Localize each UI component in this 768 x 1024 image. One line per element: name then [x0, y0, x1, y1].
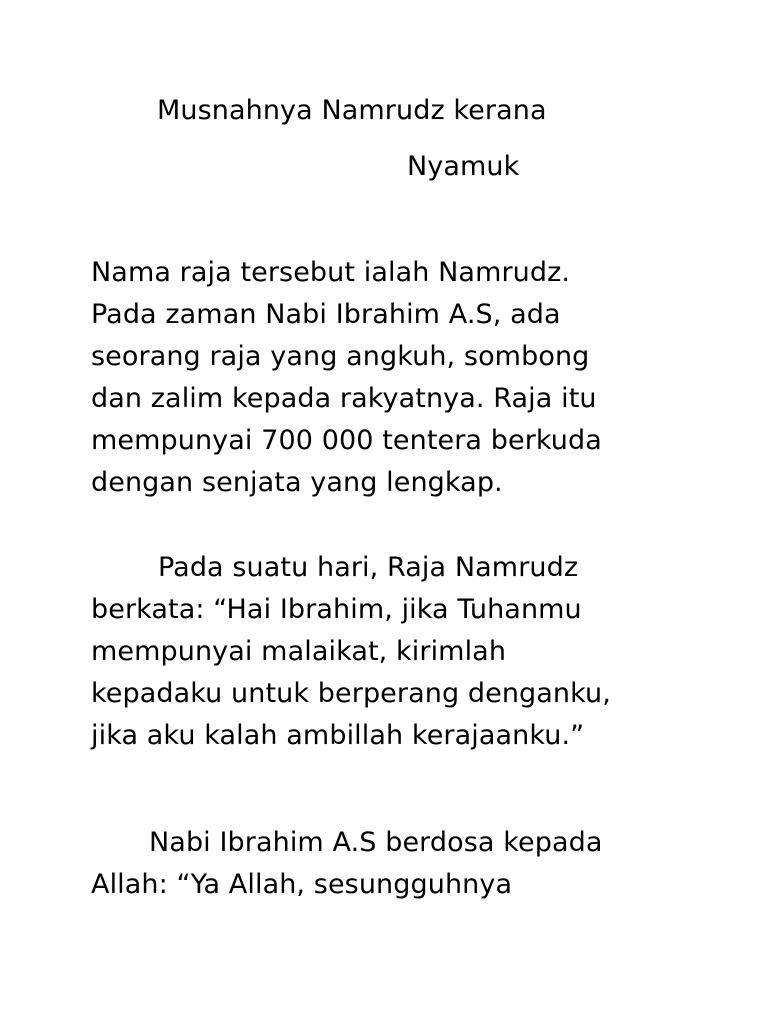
- paragraph-line: Pada zaman Nabi Ibrahim A.S, ada: [91, 299, 561, 330]
- paragraph-line: kepadaku untuk berperang denganku,: [91, 678, 611, 709]
- paragraph-line: seorang raja yang angkuh, sombong: [91, 341, 590, 372]
- document-title-line-2: Nyamuk: [407, 151, 520, 182]
- paragraph-line: dan zalim kepada rakyatnya. Raja itu: [91, 383, 597, 414]
- document-title-line-1: Musnahnya Namrudz kerana: [157, 95, 547, 126]
- paragraph-line: dengan senjata yang lengkap.: [91, 467, 503, 498]
- paragraph-line: Allah: “Ya Allah, sesungguhnya: [91, 869, 513, 900]
- paragraph-line: mempunyai 700 000 tentera berkuda: [91, 425, 602, 456]
- paragraph-line: jika aku kalah ambillah kerajaanku.”: [91, 720, 585, 751]
- paragraph-line: mempunyai malaikat, kirimlah: [91, 636, 507, 667]
- paragraph-line: berkata: “Hai Ibrahim, jika Tuhanmu: [91, 594, 582, 625]
- paragraph-line: Pada suatu hari, Raja Namrudz: [158, 552, 579, 583]
- paragraph-line: Nabi Ibrahim A.S berdosa kepada: [149, 827, 603, 858]
- paragraph-line: Nama raja tersebut ialah Namrudz.: [91, 257, 571, 288]
